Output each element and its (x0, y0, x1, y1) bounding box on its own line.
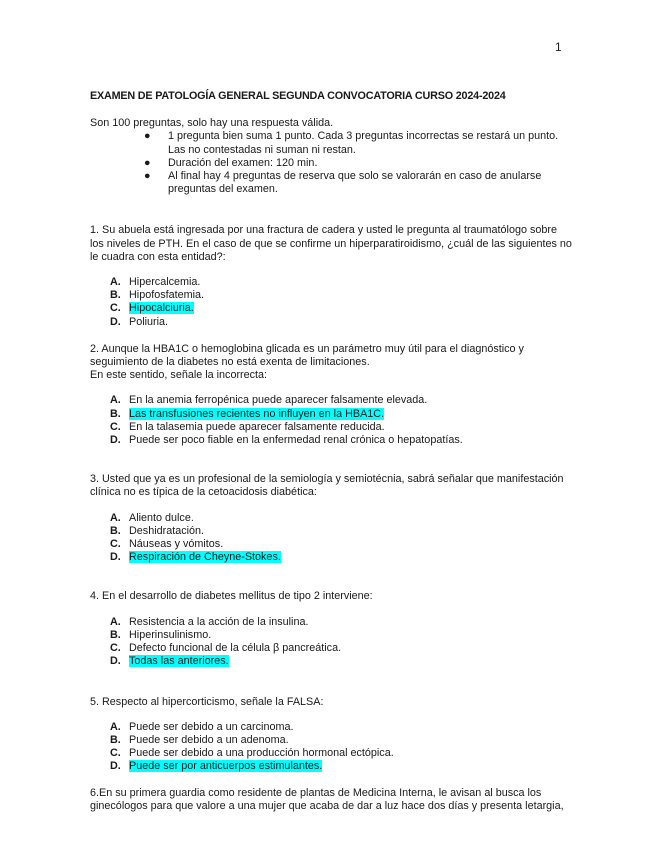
option-a (110, 394, 572, 407)
option-letter: B. (110, 733, 121, 746)
option-letter: D. (110, 760, 121, 773)
option-b (110, 289, 572, 302)
question-4 (90, 590, 572, 668)
option-c (110, 421, 572, 434)
option-a (110, 276, 572, 289)
option-letter: A. (110, 720, 121, 733)
option-text: Puede ser debido a un carcinoma. (129, 720, 294, 733)
option-b (110, 629, 572, 642)
option-c-correct (110, 302, 572, 315)
option-text: Hiperinsulinismo. (129, 628, 212, 641)
option-a (110, 512, 572, 525)
option-b (110, 525, 572, 538)
rule-item (144, 170, 572, 196)
bullet-icon: ● (144, 170, 151, 183)
option-letter: C. (110, 302, 121, 315)
option-text: Hipercalcemia. (129, 276, 201, 289)
answer-highlight (110, 551, 281, 564)
option-a (110, 721, 572, 734)
option-text: En la talasemia puede aparecer falsamente reducida. (129, 420, 385, 433)
option-d (110, 316, 572, 329)
question-subtext: En este sentido, señale la incorrecta: (90, 369, 268, 382)
option-text: Hipofosfatemia. (129, 289, 205, 302)
option-text: Poliuria. (129, 315, 169, 328)
answer-highlight (110, 655, 229, 668)
option-c (110, 747, 572, 760)
option-c (110, 642, 572, 655)
options-list (90, 512, 572, 565)
option-letter: A. (110, 511, 121, 524)
bullet-icon: ● (144, 130, 151, 143)
option-letter: A. (110, 615, 121, 628)
options-list (90, 276, 572, 329)
question-1 (90, 224, 572, 328)
question-text: 4. En el desarrollo de diabetes mellitus de tipo 2 interviene: (90, 590, 373, 603)
option-letter: D. (110, 315, 121, 328)
exam-content (90, 90, 572, 813)
option-text: Todas las anteriores. (129, 655, 229, 668)
question-text: 6.En su primera guardia como residente de plantas de Medicina Interna, le avisan al busca los ginecólogos para que valore a una mujer que acaba de dar a luz hace dos días y presenta letargia, (90, 786, 564, 812)
option-letter: C. (110, 420, 121, 433)
options-list (90, 616, 572, 669)
option-text: Deshidratación. (129, 524, 205, 537)
option-text: Puede ser debido a una producción hormonal ectópica. (129, 747, 394, 760)
option-text: Puede ser por anticuerpos estimulantes. (129, 760, 323, 773)
option-d-correct (110, 655, 572, 668)
exam-rules-list (90, 130, 572, 196)
rule-item (144, 156, 572, 170)
option-letter: B. (110, 524, 121, 537)
option-letter: B. (110, 407, 121, 420)
option-letter: A. (110, 394, 121, 407)
option-a (110, 616, 572, 629)
page-number: 1 (555, 40, 562, 54)
question-3 (90, 473, 572, 564)
option-letter: D. (110, 551, 121, 564)
rule-text: Al final hay 4 preguntas de reserva que solo se valorarán en caso de anularse preguntas del examen. (168, 170, 542, 196)
option-letter: C. (110, 538, 121, 551)
option-letter: A. (110, 276, 121, 289)
option-text: Puede ser debido a un adenoma. (129, 733, 289, 746)
option-letter: D. (110, 434, 121, 447)
exam-intro: Son 100 preguntas, solo hay una respuesta válida. (90, 117, 334, 130)
question-5 (90, 696, 572, 774)
bullet-icon: ● (144, 156, 151, 169)
option-d (110, 434, 572, 447)
option-letter: B. (110, 628, 121, 641)
question-text: 3. Usted que ya es un profesional de la semiología y semiotécnia, sabrá señalar que manifestación clínica no es típica de la cetoacidosis diabética: (90, 473, 564, 499)
answer-highlight (110, 760, 323, 773)
option-letter: D. (110, 655, 121, 668)
option-text: Resistencia a la acción de la insulina. (129, 615, 309, 628)
question-6 (90, 787, 572, 813)
rule-text: Duración del examen: 120 min. (168, 156, 318, 169)
option-letter: C. (110, 642, 121, 655)
option-text: Defecto funcional de la célula β pancreática. (129, 642, 342, 655)
question-text: 5. Respecto al hipercorticismo, señale la FALSA: (90, 695, 324, 708)
option-b-correct (110, 408, 572, 421)
rule-text: 1 pregunta bien suma 1 punto. Cada 3 preguntas incorrectas se restará un punto. Las no contestadas ni suman ni restan. (168, 130, 559, 156)
option-text: Náuseas y vómitos. (129, 538, 224, 551)
option-c (110, 538, 572, 551)
question-text: 1. Su abuela está ingresada por una fractura de cadera y usted le pregunta al traumatólogo sobre los niveles de PTH. En el caso de que se confirme un hiperparatiroidismo, ¿cuál de las siguientes no le cuadra con esta entidad?: (90, 224, 572, 263)
option-letter: C. (110, 747, 121, 760)
rule-item (144, 130, 572, 156)
options-list (90, 394, 572, 447)
question-2 (90, 343, 572, 447)
answer-highlight (110, 407, 385, 420)
exam-title: EXAMEN DE PATOLOGÍA GENERAL SEGUNDA CONVOCATORIA CURSO 2024-2024 (90, 90, 506, 102)
options-list (90, 721, 572, 774)
option-letter: B. (110, 289, 121, 302)
option-text: Respiración de Cheyne-Stokes. (129, 551, 281, 564)
option-text: Las transfusiones recientes no influyen en la HBA1C. (129, 407, 385, 420)
question-text: 2. Aunque la HBA1C o hemoglobina glicada es un parámetro muy útil para el diagnóstico y seguimiento de la diabetes no está exenta de limitaciones. (90, 342, 524, 369)
option-d-correct (110, 551, 572, 564)
option-b (110, 734, 572, 747)
option-d-correct (110, 760, 572, 773)
option-text: En la anemia ferropénica puede aparecer falsamente elevada. (129, 394, 428, 407)
option-text: Puede ser poco fiable en la enfermedad renal crónica o hepatopatías. (129, 434, 463, 447)
answer-highlight (110, 302, 194, 315)
option-text: Aliento dulce. (129, 511, 194, 524)
option-text: Hipocalciuria. (129, 302, 194, 315)
